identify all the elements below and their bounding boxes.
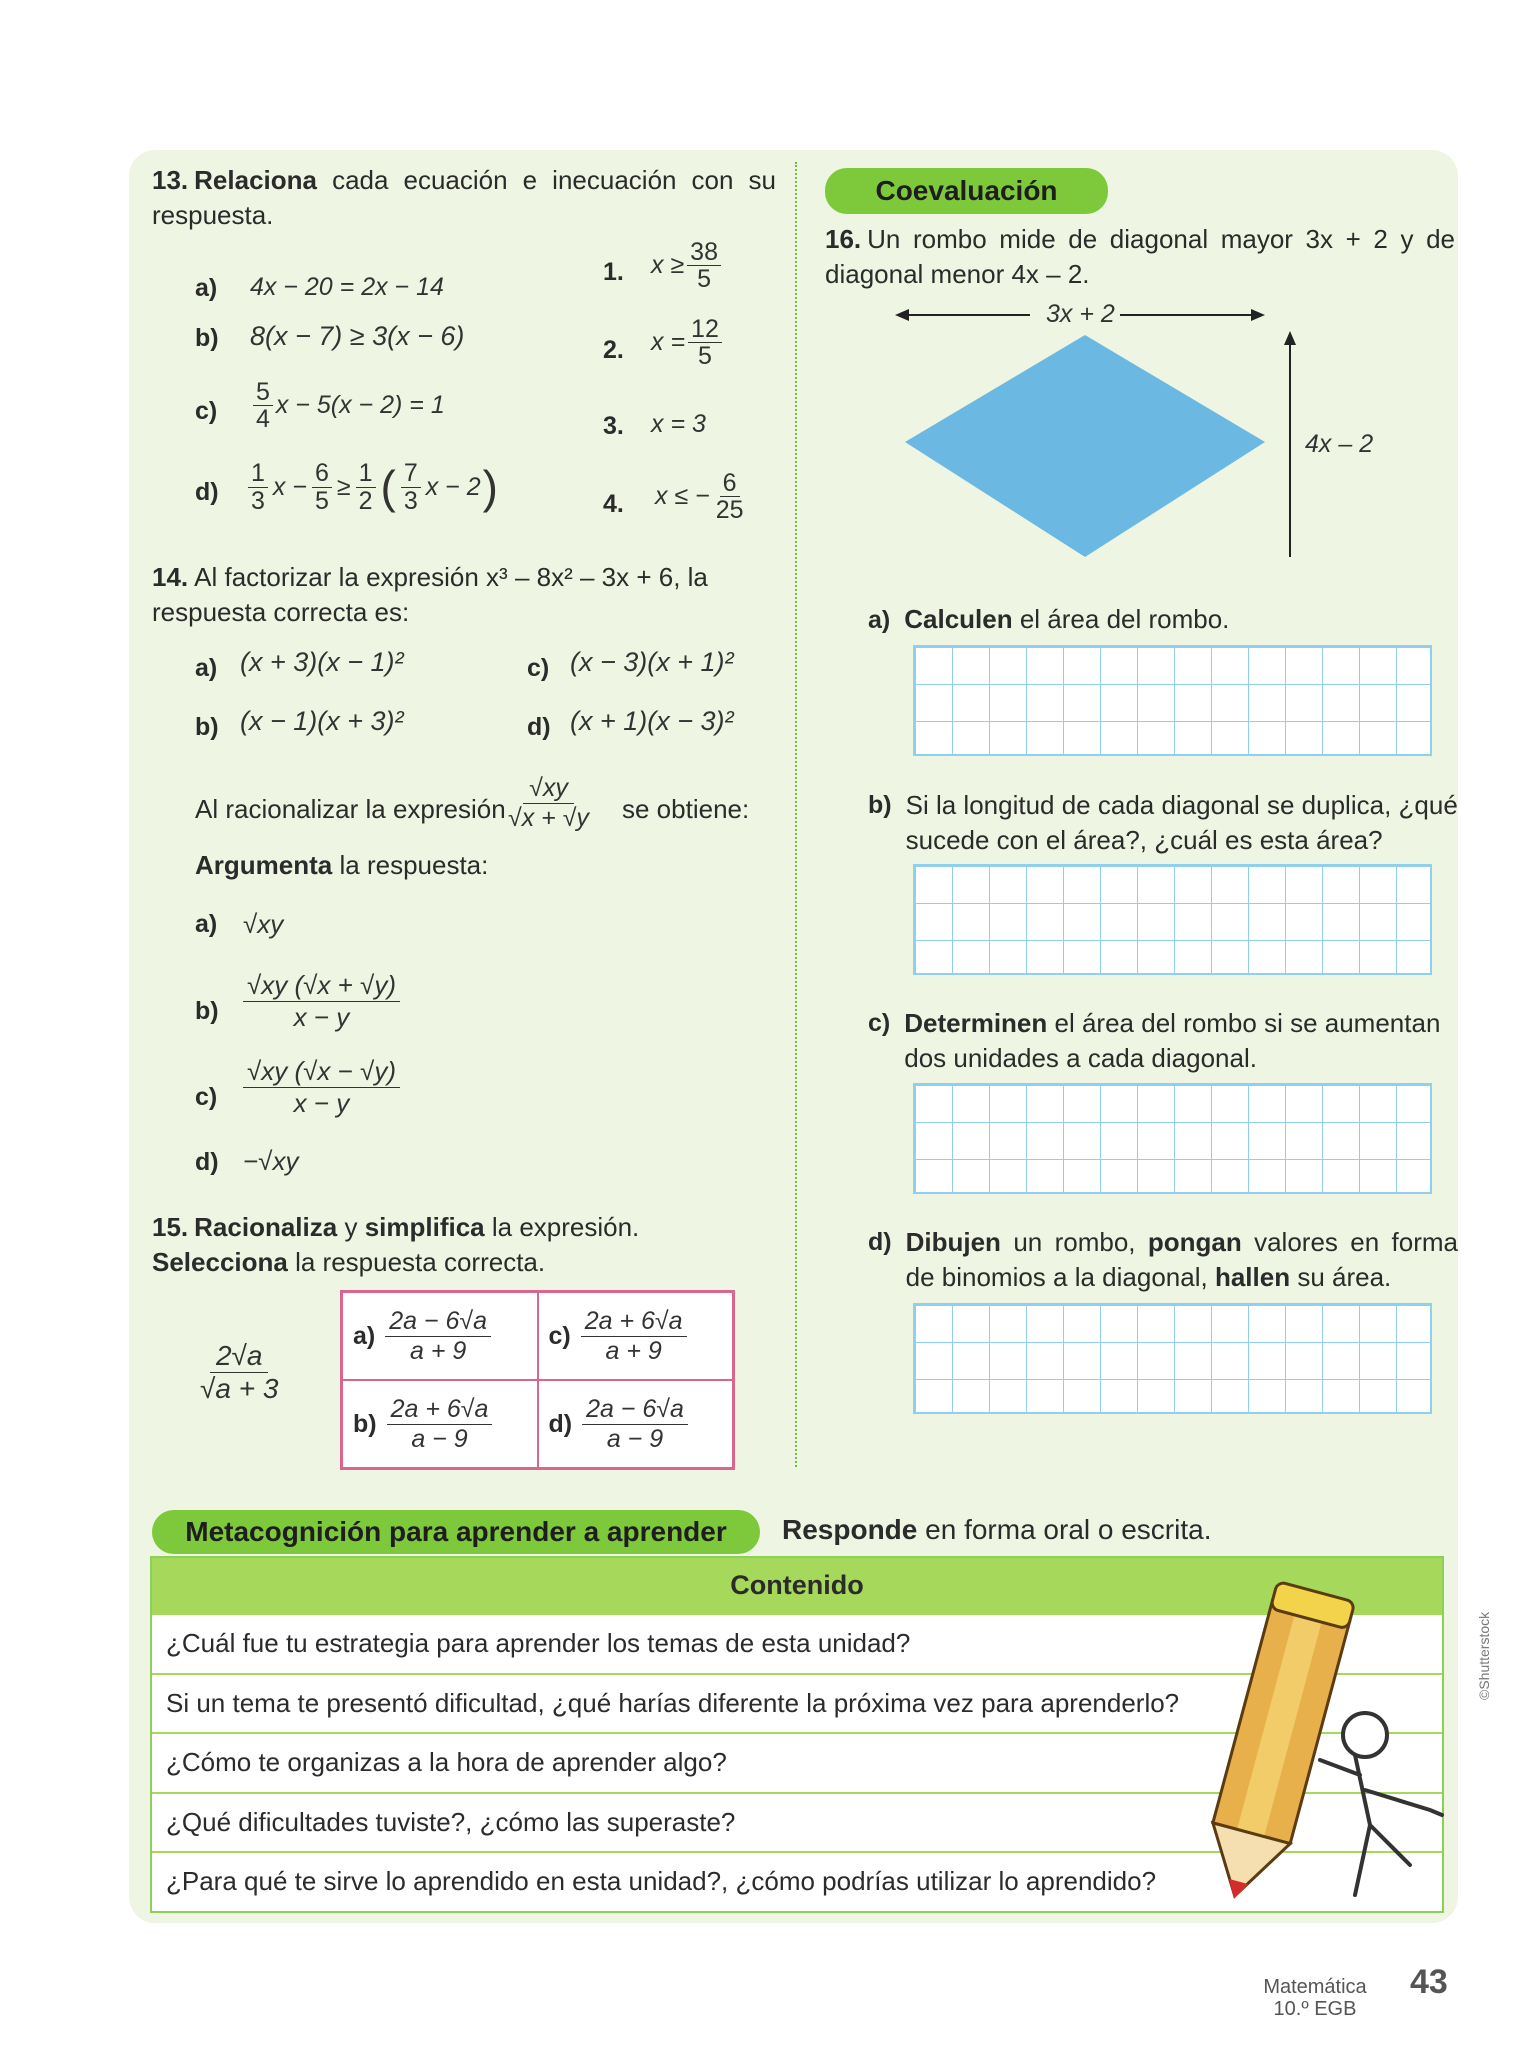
q16-part-d: d) Dibujen un rombo, pongan valores en forma de binomios a la diagonal, hallen su área. xyxy=(868,1227,1458,1292)
diagonal-minor-label: 4x – 2 xyxy=(1305,430,1374,458)
q15-expression: 2√a √a + 3 xyxy=(200,1340,279,1404)
q16-statement: 16. Un rombo mide de diagonal mayor 3x + 2 y de diagonal menor 4x – 2. xyxy=(825,224,1455,289)
footer-subject: Matemática xyxy=(1263,1976,1367,1998)
table-row: Si un tema te presentó dificultad, ¿qué harías diferente la próxima vez para aprenderlo? xyxy=(152,1673,1442,1733)
q16-part-a: a) Calculen el área del rombo. xyxy=(868,604,1230,634)
q15-option-a[interactable]: a) 2a − 6√a a + 9 xyxy=(342,1292,538,1380)
q16-part-b: b) Si la longitud de cada diagonal se duplica, ¿qué sucede con el área?, ¿cuál es esta área? xyxy=(868,790,1458,855)
rationalize-intro: Al racionalizar la expresión xyxy=(195,794,506,824)
rhombus-shape xyxy=(905,335,1265,557)
q13-answer-label-1: 1. xyxy=(603,258,624,286)
answer-grid-a[interactable] xyxy=(913,645,1432,756)
table-row: ¿Cuál fue tu estrategia para aprender los temas de esta unidad? xyxy=(152,1613,1442,1673)
q13-answer-label-3: 3. xyxy=(603,412,624,440)
argue-instruction: Argumenta la respuesta: xyxy=(195,850,489,880)
table-row: ¿Para qué te sirve lo aprendido en esta unidad?, ¿cómo podrías utilizar lo aprendido? xyxy=(152,1851,1442,1911)
q15-option-d[interactable]: d) 2a − 6√a a − 9 xyxy=(538,1380,734,1468)
q13-answer-label-2: 2. xyxy=(603,336,624,364)
q14-option-d: (x + 1)(x − 3)² xyxy=(570,706,734,736)
q14-label-a: a) xyxy=(195,654,218,682)
q16-part-c: c) Determinen el área del rombo si se aumentan dos unidades a cada diagonal. xyxy=(868,1008,1441,1073)
footer-grade: 10.º EGB xyxy=(1273,1998,1357,2020)
q13-label-d: d) xyxy=(195,478,219,506)
q13-label-b: b) xyxy=(195,324,219,352)
rationalize-after: se obtiene: xyxy=(622,794,750,824)
q14-label-d: d) xyxy=(527,713,551,741)
root-option-d: −√xy xyxy=(243,1146,299,1176)
q15-options-table xyxy=(340,1290,735,1470)
root-label-a: a) xyxy=(195,910,218,938)
q14-option-b: (x − 1)(x + 3)² xyxy=(240,706,404,736)
q13-answer-4: x ≤ − $\frac{6}{25}$ xyxy=(655,469,744,525)
table-header: Contenido xyxy=(152,1558,1442,1613)
q13-answer-3: x = 3 xyxy=(651,410,706,438)
metacognicion-title: Metacognición para aprender a aprender xyxy=(152,1510,760,1554)
q13-statement: 13. Relaciona cada ecuación e inecuación con su respuesta. xyxy=(152,165,776,230)
image-credit: ©Shutterstock xyxy=(1476,1611,1492,1700)
root-option-a: √xy xyxy=(243,909,284,939)
q15-statement: 15. Racionaliza y simplifica la expresión. Selecciona la respuesta correcta. xyxy=(152,1212,640,1277)
table-row: ¿Qué dificultades tuviste?, ¿cómo las superaste? xyxy=(152,1792,1442,1852)
q14-option-a: (x + 3)(x − 1)² xyxy=(240,647,404,677)
q13-expr-d: $\frac{1}{3}$ x − $\frac{6}{5}$ ≥ $\frac{1}{2}$ ( $\frac{7}{3}$ x − 2 ) xyxy=(245,460,498,514)
q13-expr-b: 8(x − 7) ≥ 3(x − 6) xyxy=(250,321,465,351)
answer-grid-b[interactable] xyxy=(913,864,1432,975)
q13-answer-2: x = $\frac{12}{5}$ xyxy=(651,316,725,370)
rhombus-diagram xyxy=(895,295,1315,565)
page-number: 43 xyxy=(1410,1963,1448,2001)
meta-instruction: Responde en forma oral o escrita. xyxy=(782,1514,1212,1545)
table-row: ¿Cómo te organizas a la hora de aprender algo? xyxy=(152,1732,1442,1792)
root-option-b: √xy (√x + √y) x − y xyxy=(243,970,400,1033)
q15-option-b[interactable]: b) 2a + 6√a a − 9 xyxy=(342,1380,538,1468)
diagonal-major-label: 3x + 2 xyxy=(1046,300,1115,328)
root-option-c: √xy (√x − √y) x − y xyxy=(243,1056,400,1119)
q13-answer-label-4: 4. xyxy=(603,490,624,518)
q14-option-c: (x − 3)(x + 1)² xyxy=(570,647,734,677)
fraction: $\frac{5}{4}$ xyxy=(253,379,273,433)
root-label-d: d) xyxy=(195,1148,219,1176)
q14-statement: 14. Al factorizar la expresión x³ – 8x² – 3x + 6, la respuesta correcta es: xyxy=(152,562,708,627)
root-label-b: b) xyxy=(195,997,219,1025)
root-label-c: c) xyxy=(195,1083,218,1111)
coevaluacion-title: Coevaluación xyxy=(825,168,1108,214)
q14-label-c: c) xyxy=(527,654,550,682)
answer-grid-d[interactable] xyxy=(913,1303,1432,1414)
q14-label-b: b) xyxy=(195,713,219,741)
arrow-head-right-icon xyxy=(1251,309,1265,321)
q13-answer-1: x ≥ $\frac{38}{5}$ xyxy=(651,239,724,293)
column-divider xyxy=(795,162,797,1467)
q15-option-c[interactable]: c) 2a + 6√a a + 9 xyxy=(538,1292,734,1380)
q13-expr-a: 4x − 20 = 2x − 14 xyxy=(250,273,444,301)
pencil-illustration xyxy=(1180,1575,1460,1915)
arrow-head-up-icon xyxy=(1284,331,1296,345)
rationalize-expression: √xy √x + √y xyxy=(508,774,589,832)
arrow-head-left-icon xyxy=(895,309,909,321)
q13-label-c: c) xyxy=(195,397,218,425)
q13-label-a: a) xyxy=(195,274,218,302)
answer-grid-c[interactable] xyxy=(913,1083,1432,1194)
q13-expr-c: $\frac{5}{4}$ x − 5(x − 2) = 1 xyxy=(250,379,445,433)
